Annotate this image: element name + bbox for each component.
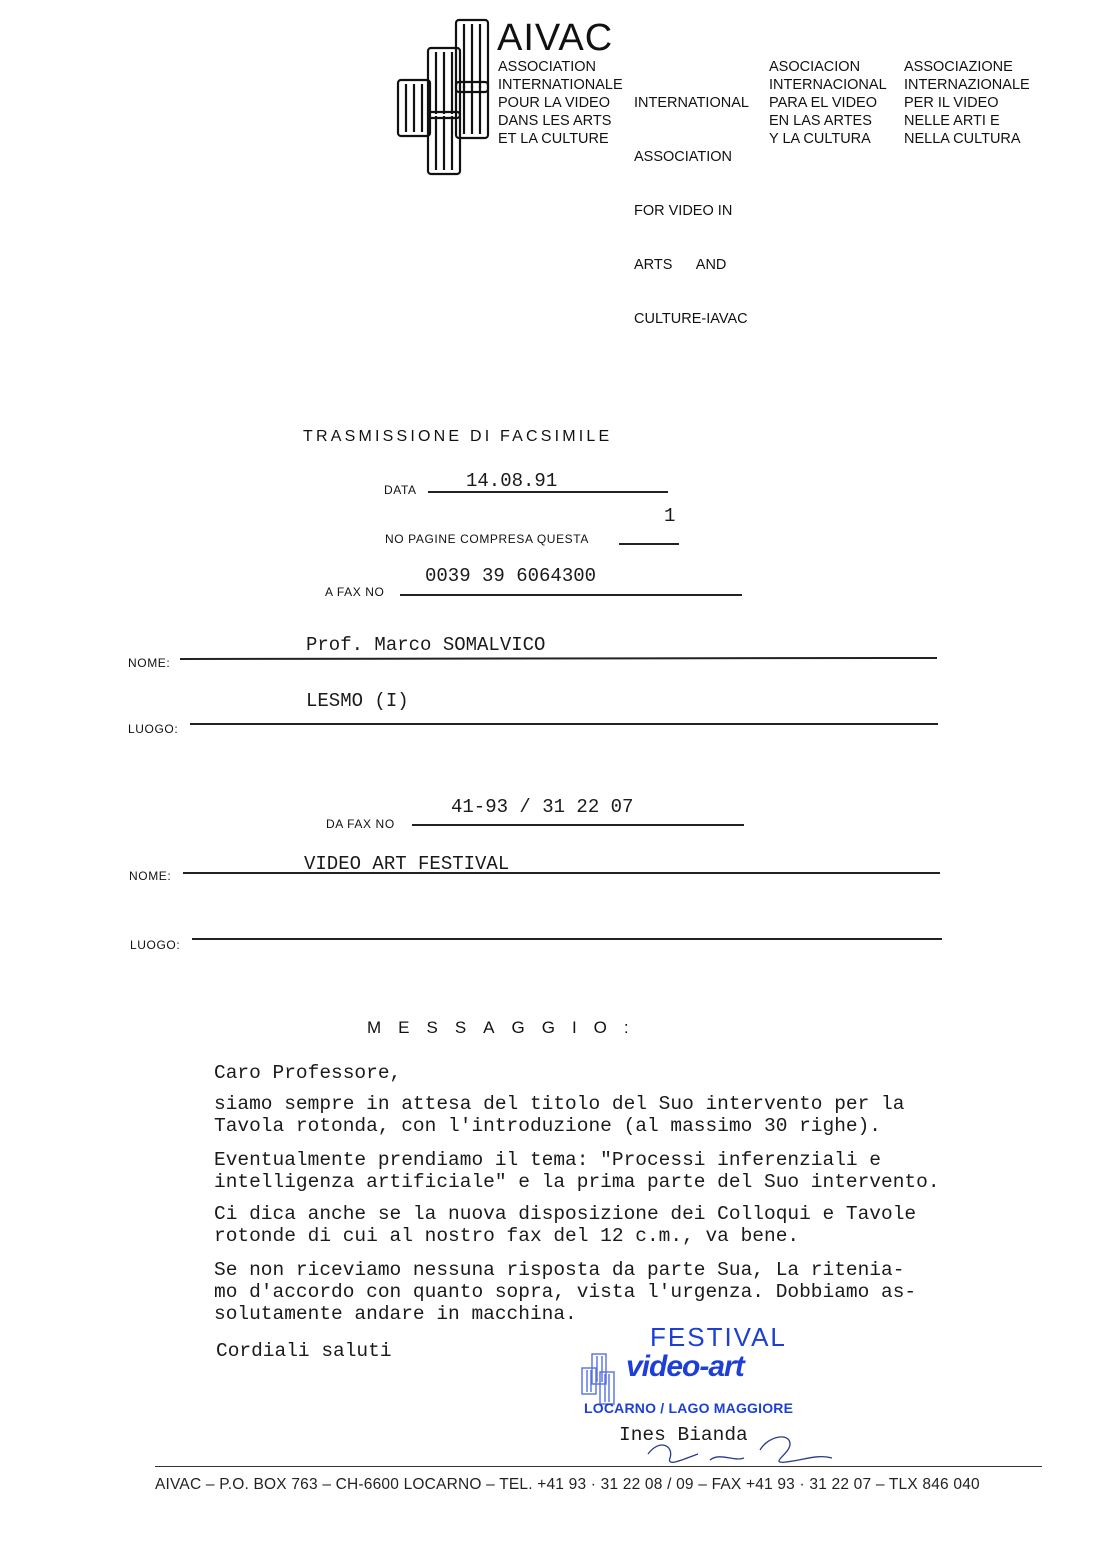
letterhead-line: INTERNACIONAL bbox=[769, 77, 887, 93]
message-paragraph bbox=[214, 1149, 940, 1193]
salutation: Caro Professore, bbox=[214, 1062, 402, 1084]
letterhead-line: PER IL VIDEO bbox=[904, 95, 999, 111]
from-name-label: NOME: bbox=[129, 869, 172, 883]
letterhead-line: ET LA CULTURE bbox=[498, 131, 609, 147]
festival-stamp bbox=[578, 1322, 828, 1432]
letterhead-line: ASOCIACION bbox=[769, 59, 861, 75]
from-place-label: LUOGO: bbox=[130, 938, 181, 952]
closing: Cordiali saluti bbox=[216, 1340, 392, 1362]
message-line: Se non riceviamo nessuna risposta da parte Sua, La ritenia- bbox=[214, 1259, 905, 1281]
letterhead-line: ASSOCIATION bbox=[498, 59, 597, 75]
stamp-line-2: video-art bbox=[626, 1350, 744, 1383]
message-line: mo d'accordo con quanto sopra, vista l'urgenza. Dobbiamo as- bbox=[214, 1281, 917, 1303]
to-fax-rule bbox=[400, 594, 742, 596]
message-line: rotonde di cui al nostro fax del 12 c.m., va bene. bbox=[214, 1225, 800, 1247]
to-place-rule bbox=[190, 723, 938, 725]
message-line: siamo sempre in attesa del titolo del Suo intervento per la bbox=[214, 1093, 905, 1115]
letterhead-french bbox=[498, 58, 623, 148]
from-place-rule bbox=[192, 938, 942, 940]
date-label: DATA bbox=[384, 483, 417, 497]
letterhead-line: CULTURE-IAVAC bbox=[634, 311, 748, 327]
letterhead-line: INTERNAZIONALE bbox=[904, 77, 1030, 93]
message-line: Tavola rotonda, con l'introduzione (al massimo 30 righe). bbox=[214, 1115, 882, 1137]
footer-address: AIVAC – P.O. BOX 763 – CH-6600 LOCARNO – TEL. +41 93 · 31 22 08 / 09 – FAX +41 93 · 31 22 07 – TLX 846 040 bbox=[155, 1476, 980, 1493]
from-name-rule bbox=[183, 872, 940, 874]
from-fax-rule bbox=[412, 824, 744, 826]
letterhead-line: POUR LA VIDEO bbox=[498, 95, 611, 111]
message-line: Ci dica anche se la nuova disposizione dei Colloqui e Tavole bbox=[214, 1203, 917, 1225]
letterhead-line: EN LAS ARTES bbox=[769, 113, 872, 129]
pages-rule bbox=[619, 543, 679, 545]
letterhead-spanish bbox=[769, 58, 887, 148]
to-name-value: Prof. Marco SOMALVICO bbox=[306, 634, 546, 656]
brand-name: AIVAC bbox=[497, 17, 614, 59]
footer-rule bbox=[155, 1466, 1042, 1467]
message-title: MESSAGGIO: bbox=[367, 1018, 646, 1037]
date-value: 14.08.91 bbox=[466, 470, 558, 492]
letterhead-line: ARTS AND bbox=[634, 257, 727, 273]
form-title: TRASMISSIONE DI FACSIMILE bbox=[303, 428, 613, 445]
letterhead-line: FOR VIDEO IN bbox=[634, 203, 733, 219]
message-line: intelligenza artificiale" e la prima parte del Suo intervento. bbox=[214, 1171, 940, 1193]
to-place-value: LESMO (I) bbox=[306, 690, 409, 712]
message-paragraph bbox=[214, 1259, 916, 1325]
stamp-line-1: FESTIVAL bbox=[650, 1322, 787, 1352]
message-line: Eventualmente prendiamo il tema: "Processi inferenziali e bbox=[214, 1149, 882, 1171]
to-name-label: NOME: bbox=[128, 656, 171, 670]
letterhead-line: NELLE ARTI E bbox=[904, 113, 1000, 129]
from-fax-label: DA FAX NO bbox=[326, 817, 395, 831]
aivac-logo-icon bbox=[396, 18, 492, 178]
signatory-name: Ines Bianda bbox=[619, 1424, 748, 1446]
message-paragraph bbox=[214, 1093, 904, 1137]
from-fax-value: 41-93 / 31 22 07 bbox=[451, 796, 634, 818]
letterhead-line: ASSOCIAZIONE bbox=[904, 59, 1013, 75]
letterhead-english bbox=[634, 58, 749, 346]
pages-value: 1 bbox=[664, 505, 676, 527]
from-name-value: VIDEO ART FESTIVAL bbox=[304, 853, 510, 875]
letterhead-line: ASSOCIATION bbox=[634, 149, 733, 165]
to-name-rule bbox=[180, 657, 937, 660]
to-fax-label: A FAX NO bbox=[325, 585, 385, 599]
date-rule bbox=[428, 491, 668, 493]
letterhead-italian bbox=[904, 58, 1030, 148]
pages-label: NO PAGINE COMPRESA QUESTA bbox=[385, 532, 589, 546]
letterhead-line: DANS LES ARTS bbox=[498, 113, 612, 129]
letterhead-line: INTERNATIONALE bbox=[498, 77, 623, 93]
to-place-label: LUOGO: bbox=[128, 722, 179, 736]
to-fax-value: 0039 39 6064300 bbox=[425, 565, 597, 587]
letterhead-line: PARA EL VIDEO bbox=[769, 95, 877, 111]
message-paragraph bbox=[214, 1203, 916, 1247]
letterhead-line: INTERNATIONAL bbox=[634, 95, 749, 111]
letterhead-line: Y LA CULTURA bbox=[769, 131, 871, 147]
message-line: solutamente andare in macchina. bbox=[214, 1303, 577, 1325]
letterhead-line: NELLA CULTURA bbox=[904, 131, 1021, 147]
stamp-line-3: LOCARNO / LAGO MAGGIORE bbox=[584, 1400, 794, 1416]
